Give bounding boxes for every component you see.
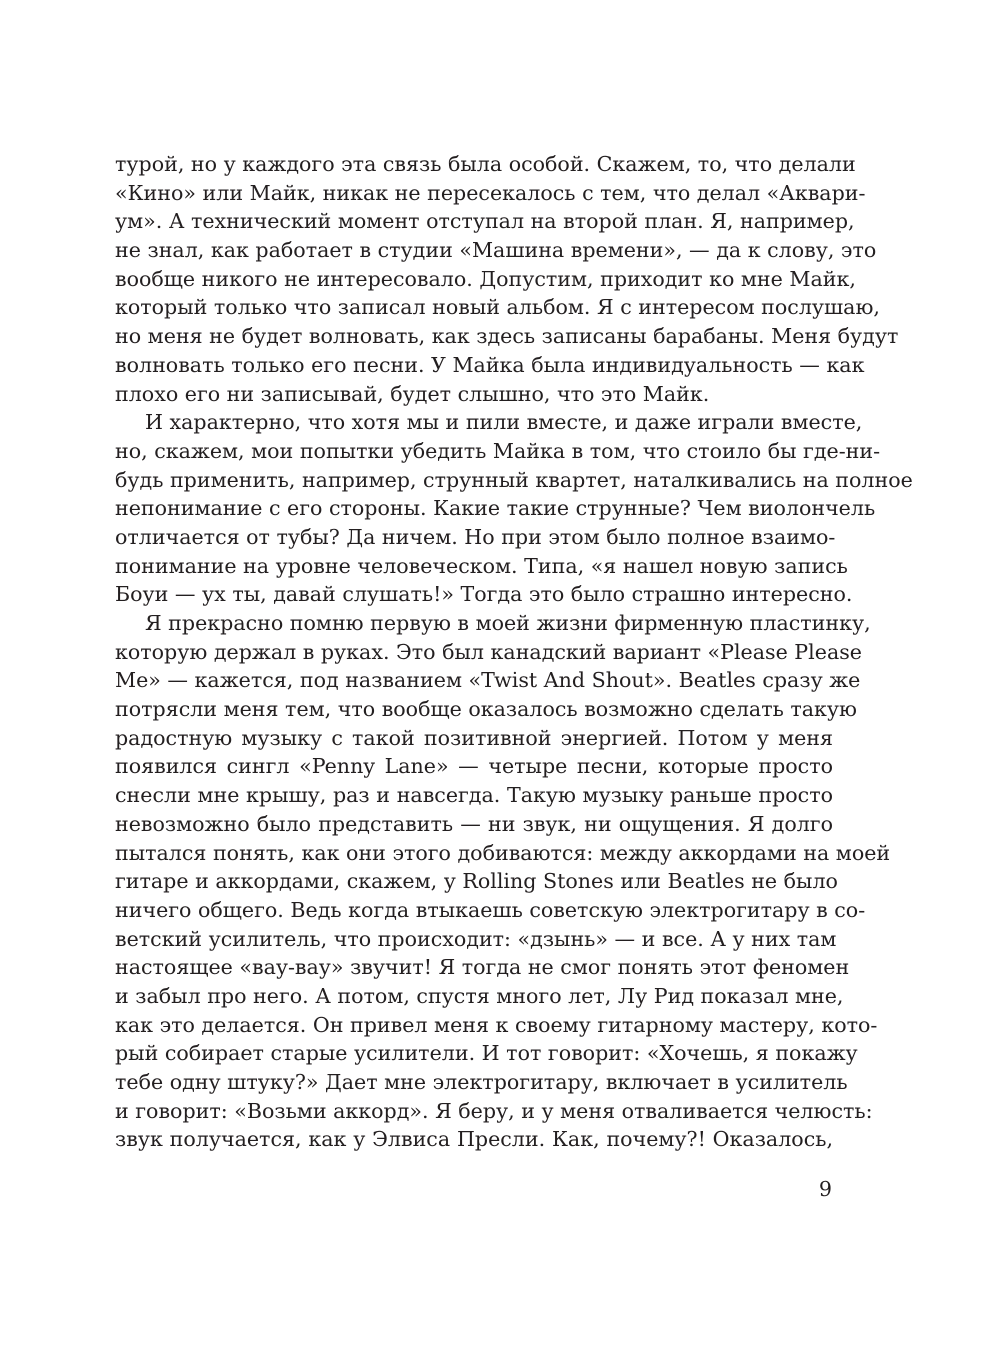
text-line: Боуи — ух ты, давай слушать!» Тогда это было страшно интересно. xyxy=(115,582,853,607)
text-line: Me» — кажется, под названием «Twist And Shout». Beatles сразу же xyxy=(115,668,861,693)
text-line: понимание на уровне человеческом. Типа, «я нашел новую запись xyxy=(115,553,848,578)
text-line: волновать только его песни. У Майка была индивидуальность — как xyxy=(115,352,865,377)
text-line: как это делается. Он привел меня к своему гитарному мастеру, кото- xyxy=(115,1012,878,1037)
paragraph xyxy=(115,408,913,609)
text-line: непонимание с его стороны. Какие такие струнные? Чем виолончель xyxy=(115,496,876,521)
text-line: и забыл про него. А потом, спустя много лет, Лу Рид показал мне, xyxy=(115,983,844,1008)
text-line: пытался понять, как они этого добиваются: между аккордами на моей xyxy=(115,840,891,865)
text-line: вообще никого не интересовало. Допустим, приходит ко мне Майк, xyxy=(115,266,856,291)
text-line: отличается от тубы? Да ничем. Но при этом было полное взаимо- xyxy=(115,524,836,549)
text-line: турой, но у каждого эта связь была особой. Скажем, то, что делали xyxy=(115,152,856,176)
paragraph xyxy=(115,609,891,1154)
text-line: плохо его ни записывай, будет слышно, что это Майк. xyxy=(115,381,710,406)
text-line: но, скажем, мои попытки убедить Майка в том, что стоило бы где-ни- xyxy=(115,438,881,463)
body-text xyxy=(115,150,913,1154)
text-line: звук получается, как у Элвиса Пресли. Как, почему?! Оказалось, xyxy=(115,1127,833,1152)
text-line: гитаре и аккордами, скажем, у Rolling Stones или Beatles не было xyxy=(115,869,838,894)
paragraph xyxy=(115,150,899,408)
text-line: И характерно, что хотя мы и пили вместе, и даже играли вместе, xyxy=(145,410,863,435)
text-line: настоящее «вау-вау» звучит! Я тогда не смог понять этот феномен xyxy=(115,955,850,980)
text-line: не знал, как работает в студии «Машина времени», — да к слову, это xyxy=(115,238,877,263)
text-line: рый собирает старые усилители. И тот говорит: «Хочешь, я покажу xyxy=(115,1041,858,1066)
text-line: которую держал в руках. Это был канадский вариант «Please Please xyxy=(115,639,862,664)
text-line: радостную музыку с такой позитивной энергией. Потом у меня xyxy=(115,725,833,750)
text-line: ничего общего. Ведь когда втыкаешь советскую электрогитару в со- xyxy=(115,897,866,922)
text-line: который только что записал новый альбом. Я с интересом послушаю, xyxy=(115,295,880,320)
text-line: будь применить, например, струнный квартет, наталкивались на полное xyxy=(115,467,913,492)
text-line: «Кино» или Майк, никак не пересекалось с тем, что делал «Аквари- xyxy=(115,180,866,205)
text-line: но меня не будет волновать, как здесь записаны барабаны. Меня будут xyxy=(115,324,899,349)
page-number: 9 xyxy=(818,1177,832,1201)
text-line: и говорит: «Возьми аккорд». Я беру, и у меня отваливается челюсть: xyxy=(115,1098,873,1123)
text-line: Я прекрасно помню первую в моей жизни фирменную пластинку, xyxy=(145,611,871,635)
text-line: ум». А технический момент отступал на второй план. Я, например, xyxy=(115,209,855,234)
text-line: тебе одну штуку?» Дает мне электрогитару, включает в усилитель xyxy=(115,1070,848,1094)
text-line: невозможно было представить — ни звук, ни ощущения. Я долго xyxy=(115,811,833,836)
text-line: появился сингл «Penny Lane» — четыре песни, которые просто xyxy=(115,754,833,779)
text-line: ветский усилитель, что происходит: «дзынь» — и все. А у них там xyxy=(115,926,837,951)
text-line: снесли мне крышу, раз и навсегда. Такую музыку раньше просто xyxy=(115,783,833,808)
text-line: потрясли меня тем, что вообще оказалось возможно сделать такую xyxy=(115,697,857,722)
